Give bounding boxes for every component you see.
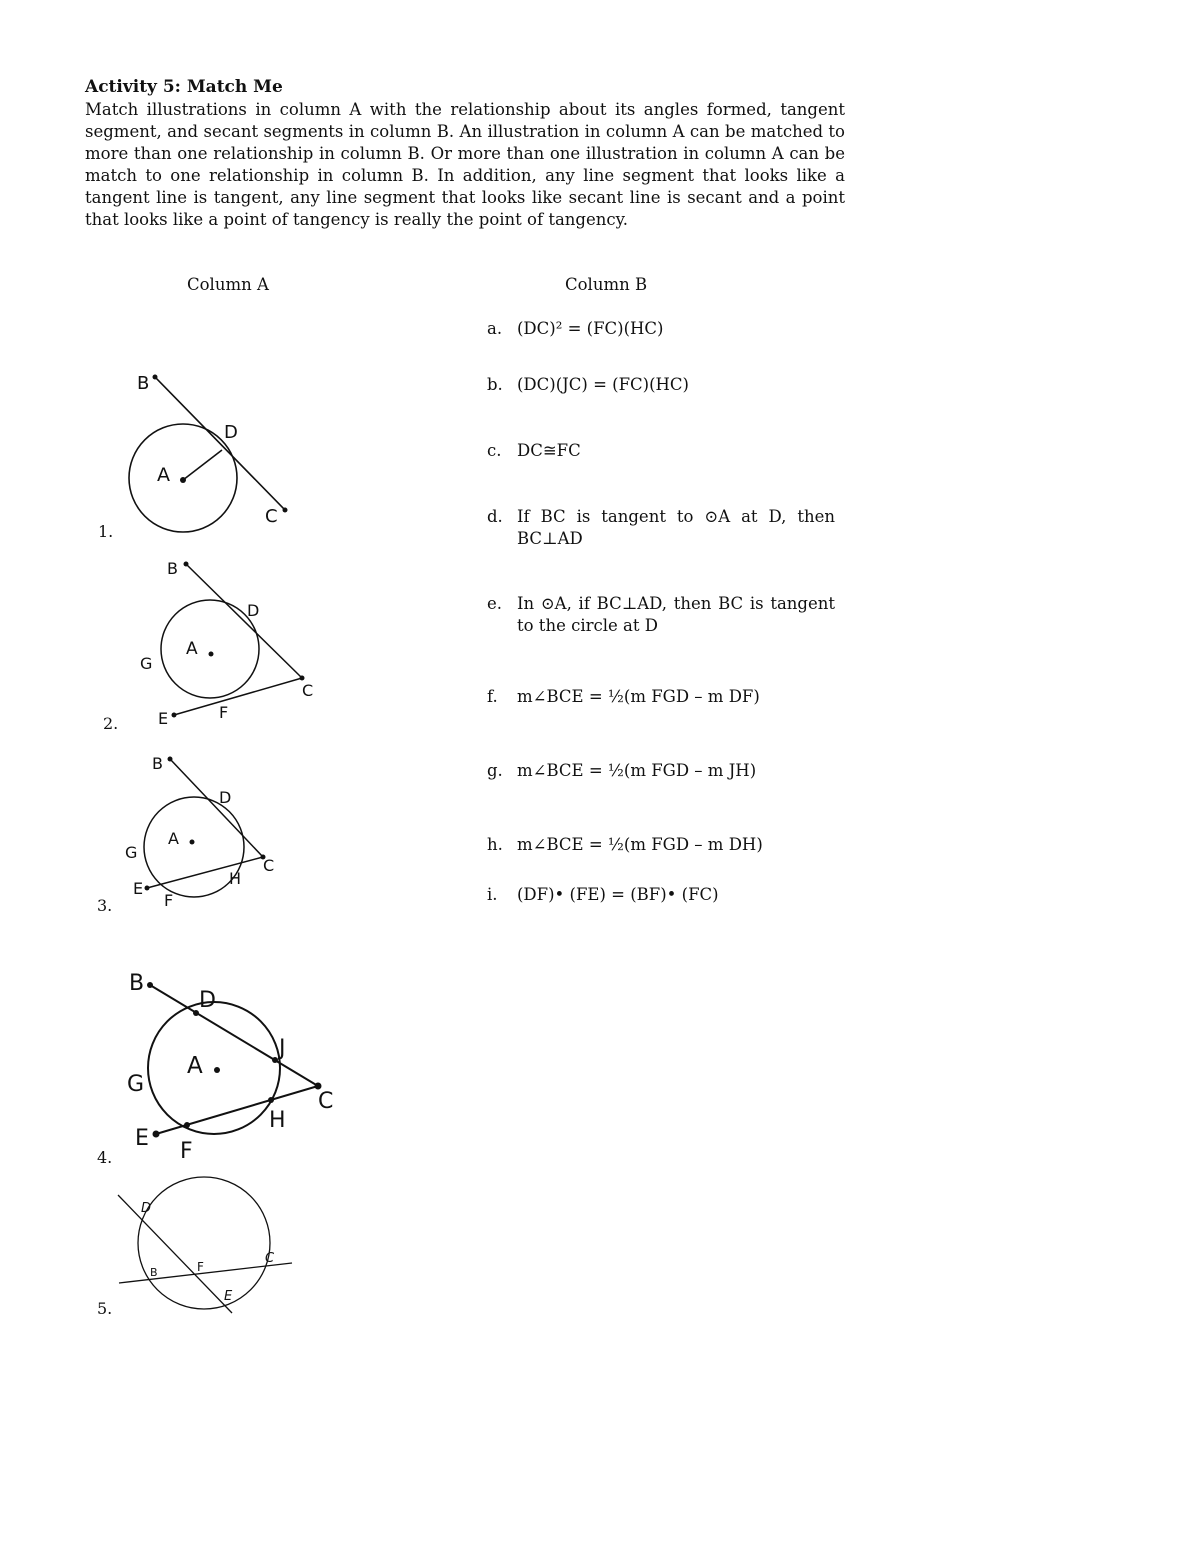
option-f-text: m∠BCE = ½(m FGD – m DF) [517, 687, 760, 706]
label-b-2: B [167, 559, 178, 578]
option-h-text: m∠BCE = ½(m FGD – m DH) [517, 835, 763, 854]
label-c-1: C [265, 506, 278, 527]
secant-line-ec-4 [156, 1086, 318, 1134]
option-f-label: f. [487, 687, 498, 706]
figure-1 [129, 373, 288, 532]
option-a [487, 318, 664, 340]
option-i [487, 884, 719, 906]
option-c-label: c. [487, 441, 502, 460]
option-a-text: (DC)² = (FC)(HC) [517, 319, 664, 338]
label-g-2: G [140, 654, 153, 673]
label-h-3: H [229, 869, 242, 888]
label-d-5: D [141, 1201, 152, 1216]
option-b-text: (DC)(JC) = (FC)(HC) [517, 375, 689, 394]
option-e-text: In ⊙A, if BC⊥AD, then BC is tangent to the circle at D [517, 594, 835, 635]
secant-line-ec-3 [147, 857, 263, 888]
figure-5 [118, 1177, 292, 1313]
radius-ad-1 [183, 450, 222, 480]
label-c-3: C [263, 856, 275, 875]
label-b-1: B [137, 373, 150, 394]
chord-de-5 [118, 1195, 232, 1313]
option-e [487, 593, 837, 637]
option-i-text: (DF)• (FE) = (BF)• (FC) [517, 885, 719, 904]
option-a-label: a. [487, 319, 503, 338]
tangent-line-bc-3 [170, 759, 263, 857]
label-e-2: E [158, 709, 169, 728]
item-number-3: 3. [97, 896, 113, 915]
option-c-text: DC≅FC [517, 441, 581, 460]
option-b [487, 374, 689, 396]
figure-4 [127, 971, 333, 1164]
option-h-label: h. [487, 835, 503, 854]
tangent-line-ec-2 [174, 678, 302, 715]
label-a-2: A [186, 639, 198, 659]
label-c-2: C [302, 681, 314, 700]
option-d [487, 506, 837, 550]
column-a-header: Column A [187, 275, 269, 294]
option-d-label: d. [487, 507, 503, 526]
secant-line-bc-4 [150, 985, 318, 1086]
label-g-4: G [127, 1072, 145, 1097]
circle-5 [138, 1177, 270, 1309]
label-d-4: D [199, 988, 216, 1013]
item-number-2: 2. [103, 714, 119, 733]
option-d-text: If BC is tangent to ⊙A at D, then BC⊥AD [517, 507, 835, 548]
label-h-4: H [269, 1108, 286, 1133]
label-c-4: C [318, 1089, 334, 1114]
label-f-4: F [180, 1139, 193, 1164]
label-f-2: F [219, 703, 229, 722]
label-f-5: F [197, 1260, 204, 1274]
label-g-3: G [125, 843, 138, 862]
item-number-1: 1. [98, 522, 114, 541]
label-f-3: F [164, 891, 174, 910]
option-h [487, 834, 763, 856]
activity-title: Activity 5: Match Me [85, 77, 283, 97]
circle-a-4 [148, 1002, 280, 1134]
label-e-5: E [224, 1289, 233, 1304]
option-c [487, 440, 581, 462]
option-g-text: m∠BCE = ½(m FGD – m JH) [517, 761, 757, 780]
option-e-label: e. [487, 594, 503, 613]
item-number-4: 4. [97, 1148, 113, 1167]
tangent-line-bc-2 [186, 564, 302, 678]
label-b-4: B [129, 971, 145, 996]
circle-a-2 [161, 600, 259, 698]
option-g [487, 760, 756, 782]
option-g-label: g. [487, 761, 503, 780]
label-j-4: J [279, 1036, 286, 1061]
instructions: Match illustrations in column A with the relationship about its angles formed, tangent segment, and secant segments in column B. An illustration in column A can be matched to more than one relationship in column B. Or more than one illustration in column A can be match to one relationship in column B. In addition, any line segment that looks like a tangent line is tangent, any line segment that looks like secant line is secant and a point that looks like a point of tangency is really the point of tangency. [85, 100, 845, 229]
tangent-line-bc-1 [155, 377, 285, 510]
figure-3 [125, 754, 274, 910]
label-e-3: E [133, 879, 144, 898]
label-a-4: A [187, 1053, 203, 1079]
item-number-5: 5. [97, 1299, 113, 1318]
label-d-2: D [247, 601, 260, 620]
label-e-4: E [135, 1126, 149, 1151]
label-b-5: B [150, 1266, 158, 1279]
label-b-3: B [152, 754, 163, 773]
label-d-3: D [219, 788, 232, 807]
figure-2 [140, 559, 313, 728]
option-b-label: b. [487, 375, 503, 394]
option-i-label: i. [487, 885, 498, 904]
label-a-3: A [168, 829, 179, 848]
label-c-5: C [265, 1251, 275, 1266]
option-f [487, 686, 760, 708]
column-b-header: Column B [565, 275, 648, 294]
label-d-1: D [224, 422, 238, 443]
label-a-1: A [157, 464, 170, 486]
